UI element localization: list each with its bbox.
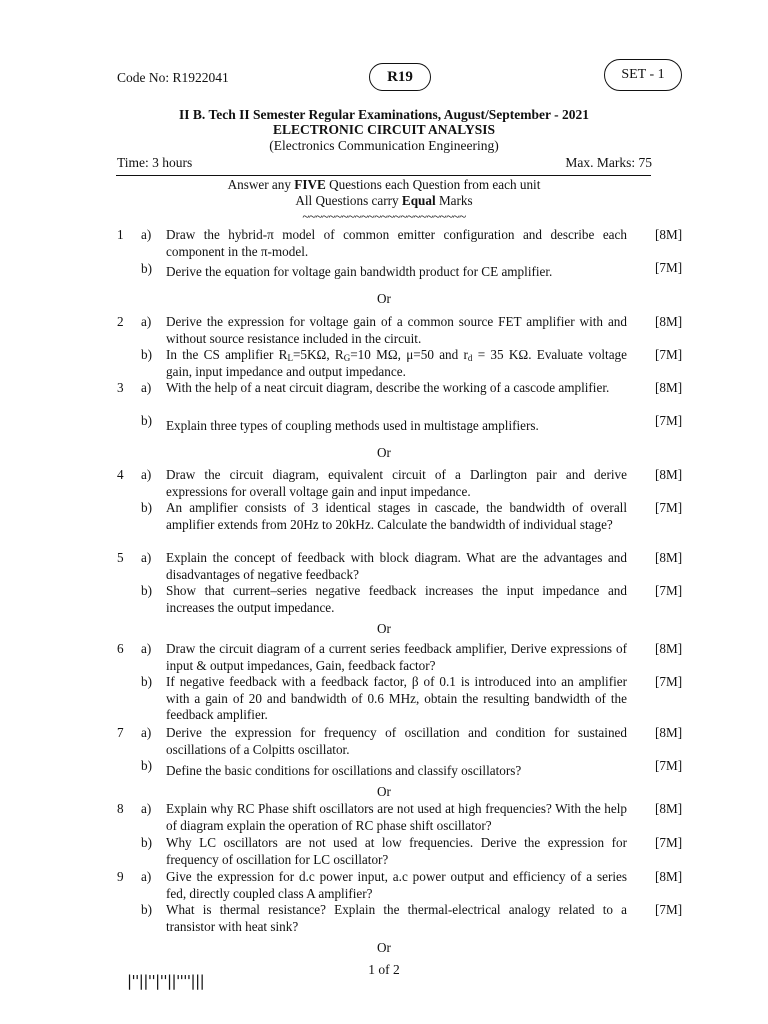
question-text: Explain three types of coupling methods used in multistage amplifiers. (166, 418, 539, 433)
question-marks: [7M] (655, 500, 683, 515)
question-text: Define the basic conditions for oscillations and classify oscillators? (166, 763, 522, 778)
question-marks: [8M] (655, 550, 683, 565)
question-text: Derive the equation for voltage gain bandwidth product for CE amplifier. (166, 264, 553, 279)
question-part: b) (141, 347, 152, 362)
instruction-text: Marks (435, 193, 473, 208)
question-marks: [7M] (655, 758, 683, 773)
subscript: L (287, 353, 293, 363)
subscript: G (343, 353, 351, 363)
max-marks-label: Max. Marks: 75 (565, 155, 652, 170)
question-part: a) (141, 314, 152, 329)
question-text: Explain why RC Phase shift oscillators are not used at high frequencies? With the help of diagram explain the operation of RC phase shift oscillator? (166, 801, 627, 833)
text-segment: =5KΩ, R (292, 347, 344, 362)
page-number: 1 of 2 (368, 962, 400, 977)
set-badge: SET - 1 (604, 59, 682, 91)
question-marks: [7M] (655, 260, 683, 275)
time-label: Time: 3 hours (117, 155, 193, 170)
question-part: b) (141, 758, 152, 773)
question-part: b) (141, 500, 152, 515)
instruction-text: Answer any (227, 177, 295, 192)
question-text: Draw the hybrid-π model of common emitter configuration and describe each component in the π-model. (166, 227, 627, 259)
question-marks: [7M] (655, 902, 683, 917)
question-text (166, 347, 627, 380)
question-marks: [8M] (655, 869, 683, 884)
instruction-emphasis: FIVE (294, 177, 326, 192)
text-segment: = 35 KΩ. Evaluate voltage gain, input impedance and output impedance. (166, 347, 628, 379)
text-segment: =10 MΩ, μ=50 and r (350, 347, 468, 362)
question-part: b) (141, 674, 152, 689)
code-number: Code No: R1922041 (117, 70, 229, 85)
question-text: Give the expression for d.c power input, a.c power output and efficiency of a series fed, directly coupled class A amplifier? (166, 869, 627, 901)
question-part: a) (141, 550, 152, 565)
question-number: 5 (117, 550, 124, 565)
question-text: What is thermal resistance? Explain the thermal-electrical analogy related to a transistor with heat sink? (166, 902, 627, 934)
question-part: b) (141, 413, 152, 428)
subject-title: ELECTRONIC CIRCUIT ANALYSIS (272, 122, 496, 137)
question-number: 1 (117, 227, 124, 242)
question-marks: [7M] (655, 835, 683, 850)
question-part: a) (141, 725, 152, 740)
question-text: An amplifier consists of 3 identical stages in cascade, the bandwidth of overall amplifier extends from 20Hz to 20kHz. Calculate the bandwidth of individual stage? (166, 500, 627, 532)
question-part: b) (141, 835, 152, 850)
question-number: 2 (117, 314, 124, 329)
question-number: 6 (117, 641, 124, 656)
question-part: a) (141, 801, 152, 816)
question-marks: [8M] (655, 725, 683, 740)
question-part: b) (141, 261, 152, 276)
question-text: Draw the circuit diagram of a current series feedback amplifier, Derive expressions of input & output impedances, Gain, feedback factor? (166, 641, 627, 673)
question-number: 9 (117, 869, 124, 884)
question-number: 8 (117, 801, 124, 816)
subscript: d (467, 353, 473, 363)
question-text: Explain the concept of feedback with block diagram. What are the advantages and disadvantages of negative feedback? (166, 550, 627, 582)
branch-name: (Electronics Communication Engineering) (269, 138, 499, 153)
question-marks: [8M] (655, 380, 683, 395)
or-separator: Or (377, 784, 391, 799)
question-text: With the help of a neat circuit diagram, describe the working of a cascode amplifier. (166, 380, 610, 395)
question-text: Why LC oscillators are not used at low frequencies. Derive the expression for frequency of oscillation for LC oscillator? (166, 835, 627, 867)
question-text: Draw the circuit diagram, equivalent circuit of a Darlington pair and derive expressions for overall voltage gain and input impedance. (166, 467, 627, 499)
question-text: If negative feedback with a feedback factor, β of 0.1 is introduced into an amplifier with a gain of 20 and bandwidth of 0.6 MHz, obtain the resulting bandwidth of the feedback amplifier. (166, 674, 627, 722)
regulation-badge: R19 (369, 63, 431, 91)
tilde-separator: ~~~~~~~~~~~~~~~~~~~~~~~~~ (302, 209, 466, 224)
or-separator: Or (377, 621, 391, 636)
question-part: a) (141, 227, 152, 242)
or-separator: Or (377, 291, 391, 306)
question-number: 3 (117, 380, 124, 395)
question-marks: [8M] (655, 314, 683, 329)
question-marks: [8M] (655, 801, 683, 816)
instruction-line-2 (0, 193, 768, 209)
question-part: a) (141, 467, 152, 482)
question-marks: [8M] (655, 641, 683, 656)
header-divider (116, 175, 651, 176)
question-marks: [8M] (655, 467, 683, 482)
question-part: b) (141, 583, 152, 598)
question-part: a) (141, 380, 152, 395)
question-part: a) (141, 641, 152, 656)
instruction-line-1 (0, 177, 768, 193)
or-separator: Or (377, 445, 391, 460)
question-number: 7 (117, 725, 124, 740)
exam-title: II B. Tech II Semester Regular Examinations, August/September - 2021 (179, 107, 589, 122)
question-marks: [7M] (655, 413, 683, 428)
instruction-emphasis: Equal (401, 193, 436, 208)
question-marks: [7M] (655, 347, 683, 362)
question-number: 4 (117, 467, 124, 482)
question-text: Derive the expression for voltage gain of a common source FET amplifier with and without source resistance included in the circuit. (166, 314, 627, 346)
or-separator: Or (377, 940, 391, 955)
question-marks: [8M] (655, 227, 683, 242)
instruction-text: Questions each Question from each unit (325, 177, 541, 192)
question-part: b) (141, 902, 152, 917)
instruction-text: All Questions carry (295, 193, 402, 208)
barcode-icon: |''||''|''||''''||| (127, 972, 205, 990)
question-marks: [7M] (655, 674, 683, 689)
text-segment: In the CS amplifier R (166, 347, 288, 362)
question-text: Derive the expression for frequency of oscillation and condition for sustained oscillations of a Colpitts oscillator. (166, 725, 627, 757)
question-text: Show that current–series negative feedback increases the input impedance and increases the output impedance. (166, 583, 627, 615)
question-marks: [7M] (655, 583, 683, 598)
question-part: a) (141, 869, 152, 884)
